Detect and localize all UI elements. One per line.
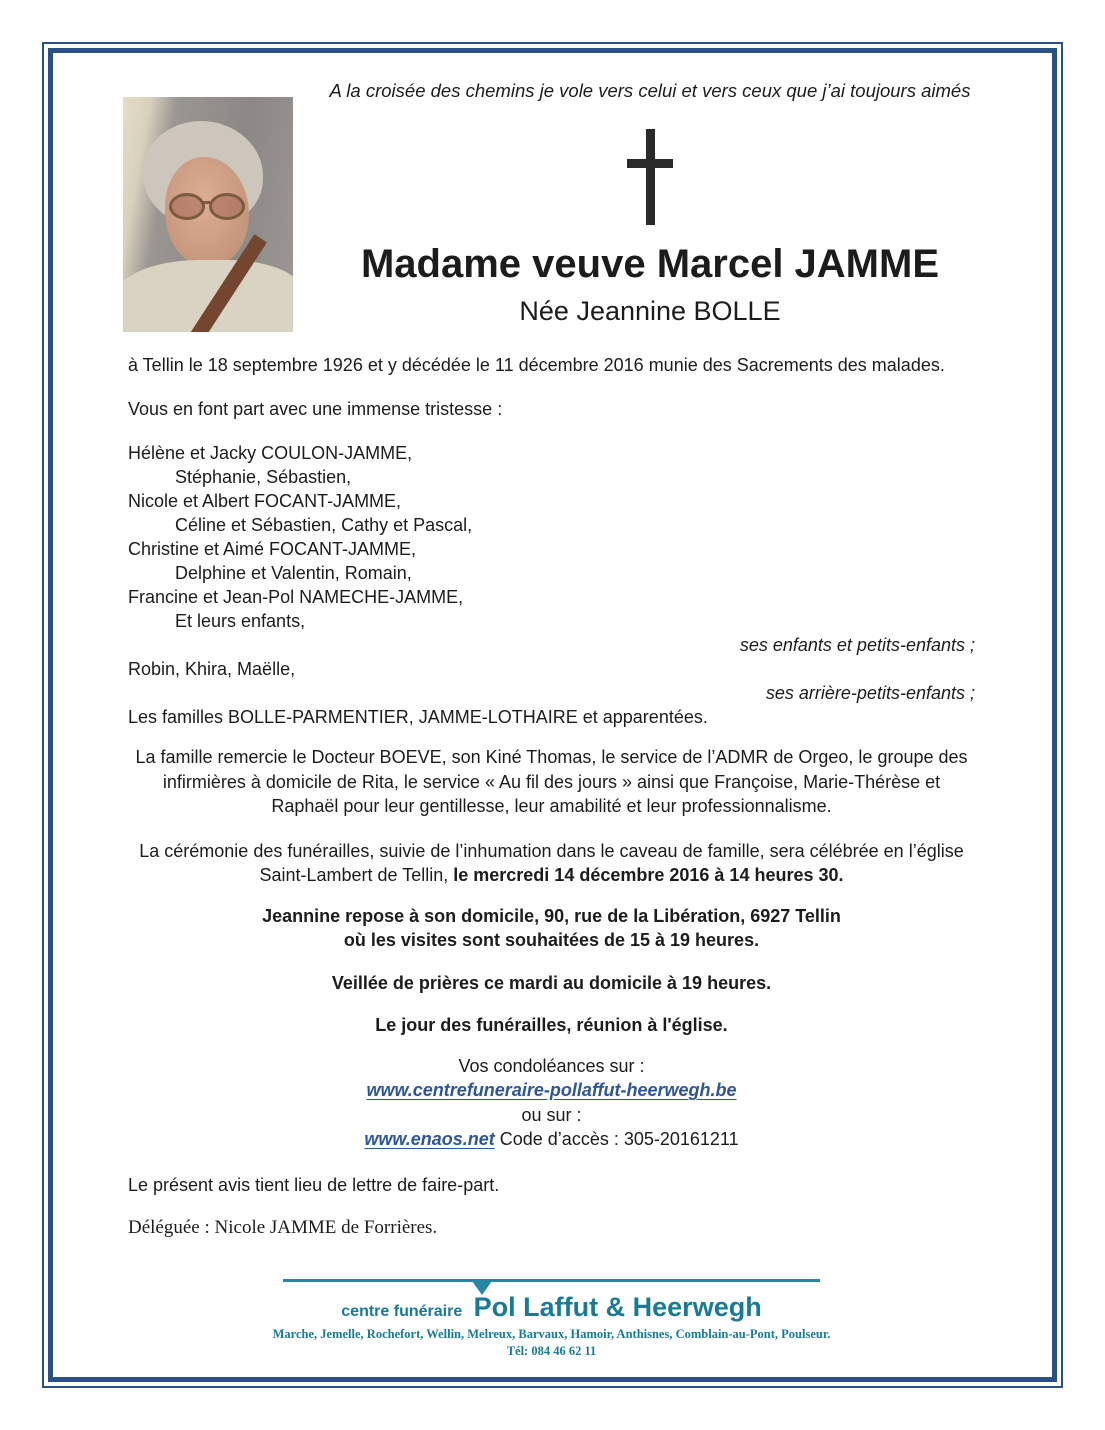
children-label: ses enfants et petits-enfants ; bbox=[739, 635, 975, 655]
related-families-line: Les familles BOLLE-PARMENTIER, JAMME-LOTHAIRE et apparentées. bbox=[128, 707, 708, 727]
family-line: Hélène et Jacky COULON-JAMME, bbox=[128, 443, 413, 463]
thanks-paragraph bbox=[128, 745, 975, 819]
text-line bbox=[128, 863, 975, 888]
funeral-home-footer bbox=[128, 1279, 975, 1359]
or-label: ou sur : bbox=[521, 1104, 582, 1125]
family-line: Céline et Sébastien, Cathy et Pascal, bbox=[175, 515, 473, 535]
condolences-section bbox=[128, 1054, 975, 1152]
family-line: Christine et Aimé FOCANT-JAMME, bbox=[128, 539, 417, 559]
delegate-line: Déléguée : Nicole JAMME de Forrières. bbox=[128, 1216, 438, 1238]
access-code: Code d’accès : 305-20161211 bbox=[499, 1129, 739, 1149]
cross-icon bbox=[627, 129, 673, 225]
text-line: La cérémonie des funérailles, suivie de l’inhumation dans le caveau de famille, sera célébrée en l’église bbox=[139, 840, 964, 861]
family-line: Francine et Jean-Pol NAMECHE-JAMME, bbox=[128, 587, 464, 607]
text-line: infirmières à domicile de Rita, le service « Au fil des jours » ainsi que Françoise, Marie-Thérèse et bbox=[162, 771, 941, 792]
deceased-name-title: Madame veuve Marcel JAMME bbox=[360, 242, 939, 286]
family-line: Et leurs enfants, bbox=[175, 611, 306, 631]
text-line: Jeannine repose à son domicile, 90, rue de la Libération, 6927 Tellin bbox=[262, 905, 841, 926]
text-line: La famille remercie le Docteur BOEVE, son Kiné Thomas, le service de l’ADMR de Orgeo, le groupe des bbox=[135, 747, 968, 767]
notice-header bbox=[325, 79, 975, 327]
family-line: Stéphanie, Sébastien, bbox=[175, 467, 352, 487]
family-line: Nicole et Albert FOCANT-JAMME, bbox=[128, 491, 402, 511]
footer-divider bbox=[283, 1279, 820, 1282]
announcement-line: Vous en font part avec une immense tristesse : bbox=[128, 399, 503, 419]
deceased-maiden-name: Née Jeannine BOLLE bbox=[519, 296, 781, 326]
family-names-list bbox=[128, 441, 975, 633]
funeral-day-line: Le jour des funérailles, réunion à l'église. bbox=[375, 1014, 728, 1035]
footer-towns: Marche, Jemelle, Rochefort, Wellin, Melreux, Barvaux, Hamoir, Anthisnes, Comblain-au-Pont, Poulseur. bbox=[272, 1326, 831, 1341]
repose-paragraph bbox=[128, 904, 975, 953]
footer-phone: Tél: 084 46 62 11 bbox=[506, 1343, 597, 1358]
memorial-quote: A la croisée des chemins je vole vers celui et vers ceux que j’ai toujours aimés bbox=[329, 80, 971, 101]
brand-descriptor: centre funéraire bbox=[341, 1302, 463, 1320]
great-grandchildren-label: ses arrière-petits-enfants ; bbox=[765, 683, 975, 703]
notice-content bbox=[53, 53, 1052, 1377]
funeral-home-website-link[interactable]: www.centrefuneraire-pollaffut-heerwegh.be bbox=[366, 1080, 737, 1100]
birth-death-line: à Tellin le 18 septembre 1926 et y décédée le 11 décembre 2016 munie des Sacrements des malades. bbox=[128, 355, 945, 375]
great-grandchildren-names: Robin, Khira, Maëlle, bbox=[128, 659, 296, 679]
text-line: Raphaël pour leur gentillesse, leur amabilité et leur professionnalisme. bbox=[271, 796, 832, 816]
notice-line: Le présent avis tient lieu de lettre de faire-part. bbox=[128, 1174, 500, 1195]
ceremony-paragraph bbox=[128, 839, 975, 888]
ceremony-datetime: le mercredi 14 décembre 2016 à 14 heures 30. bbox=[453, 865, 844, 885]
vigil-line: Veillée de prières ce mardi au domicile à 19 heures. bbox=[331, 972, 772, 993]
enaos-website-link[interactable]: www.enaos.net bbox=[364, 1129, 495, 1149]
brand-name: Pol Laffut & Heerwegh bbox=[473, 1291, 762, 1322]
family-line: Delphine et Valentin, Romain, bbox=[175, 563, 412, 583]
ceremony-location: Saint-Lambert de Tellin, bbox=[259, 865, 454, 885]
condolences-heading: Vos condoléances sur : bbox=[458, 1055, 645, 1076]
text-line: où les visites sont souhaitées de 15 à 19 heures. bbox=[343, 930, 760, 950]
funeral-home-brand bbox=[128, 1292, 975, 1323]
triangle-icon bbox=[472, 1281, 492, 1295]
